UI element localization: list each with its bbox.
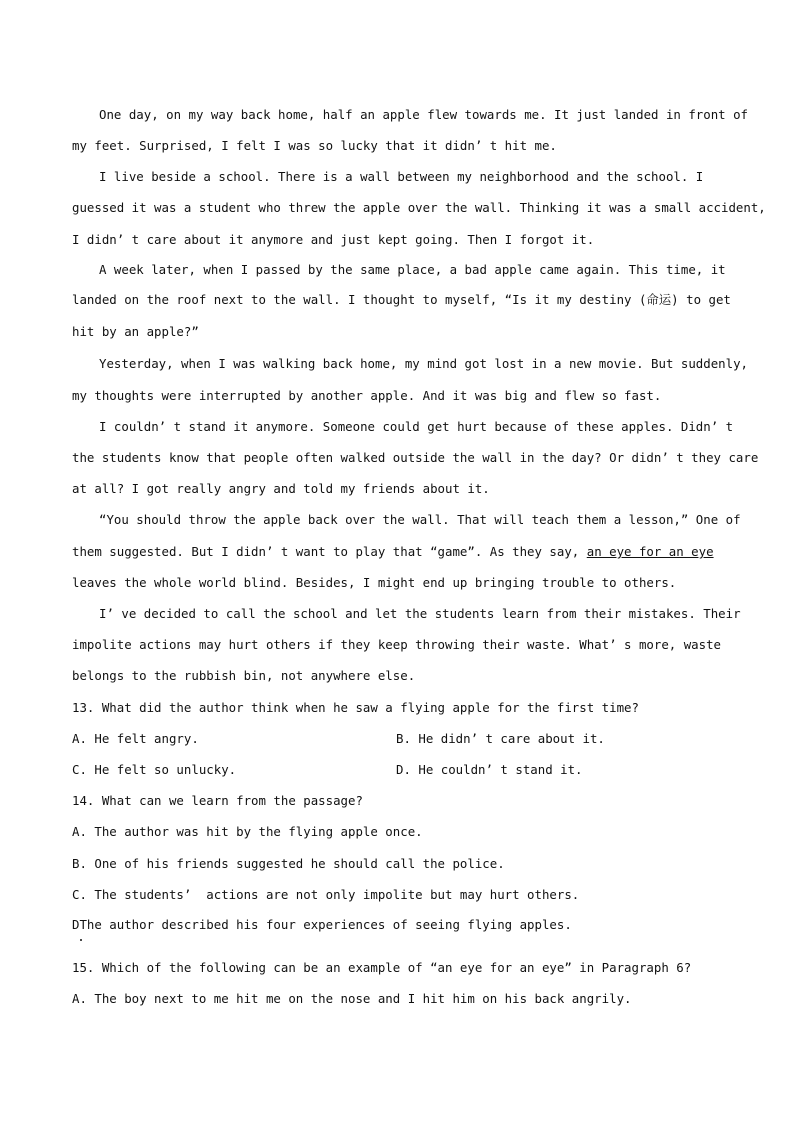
passage-p6-line2-text: them suggested. But I didn’ t want to play that “game”. As they say,	[72, 544, 587, 559]
question-14-option-a: A. The author was hit by the flying apple once.	[72, 824, 423, 839]
question-14-stem: 14. What can we learn from the passage?	[72, 793, 363, 808]
question-15-stem: 15. Which of the following can be an example of “an eye for an eye” in Paragraph 6?	[72, 960, 692, 975]
question-13-option-c: C. He felt so unlucky.	[72, 762, 237, 777]
question-15-option-a: A. The boy next to me hit me on the nose and I hit him on his back angrily.	[72, 991, 632, 1006]
passage-p1-line1: One day, on my way back home, half an apple flew towards me. It just landed in front of	[99, 107, 749, 122]
passage-p4-line1: Yesterday, when I was walking back home, my mind got lost in a new movie. But suddenly,	[99, 356, 749, 371]
passage-p7-line3: belongs to the rubbish bin, not anywhere else.	[72, 668, 416, 683]
passage-p3-line3: hit by an apple?”	[72, 324, 199, 339]
question-14-option-c: C. The students’ actions are not only impolite but may hurt others.	[72, 887, 580, 902]
passage-p4-line2: my thoughts were interrupted by another apple. And it was big and flew so fast.	[72, 388, 662, 403]
question-14-option-b: B. One of his friends suggested he should call the police.	[72, 856, 505, 871]
question-13-option-b: B. He didn’ t care about it.	[396, 731, 605, 746]
passage-p6-line1: “You should throw the apple back over the wall. That will teach them a lesson,” One of	[99, 512, 741, 527]
question-13-stem: 13. What did the author think when he saw a flying apple for the first time?	[72, 700, 639, 715]
passage-p3-line2: landed on the roof next to the wall. I thought to myself, “Is it my destiny (命运) to get	[72, 292, 731, 307]
question-13-option-d: D. He couldn’ t stand it.	[396, 762, 583, 777]
passage-p7-line1: I’ ve decided to call the school and let the students learn from their mistakes. Their	[99, 606, 741, 621]
passage-p2-line1: I live beside a school. There is a wall between my neighborhood and the school. I	[99, 169, 704, 184]
stray-dot-mark	[80, 939, 82, 941]
passage-p6-line3: leaves the whole world blind. Besides, I might end up bringing trouble to others.	[72, 575, 677, 590]
passage-p3-line1: A week later, when I passed by the same place, a bad apple came again. This time, it	[99, 262, 726, 277]
passage-p2-line2: guessed it was a student who threw the apple over the wall. Thinking it was a small accident,	[72, 200, 766, 215]
passage-p6-line2	[72, 544, 714, 560]
underlined-phrase: an eye for an eye	[586, 544, 714, 559]
passage-p1-line2: my feet. Surprised, I felt I was so lucky that it didn’ t hit me.	[72, 138, 557, 153]
question-14-option-d: DThe author described his four experiences of seeing flying apples.	[72, 917, 572, 932]
passage-p5-line3: at all? I got really angry and told my friends about it.	[72, 481, 490, 496]
passage-p2-line3: I didn’ t care about it anymore and just kept going. Then I forgot it.	[72, 232, 595, 247]
question-13-option-a: A. He felt angry.	[72, 731, 199, 746]
passage-p7-line2: impolite actions may hurt others if they keep throwing their waste. What’ s more, waste	[72, 637, 722, 652]
passage-p5-line1: I couldn’ t stand it anymore. Someone could get hurt because of these apples. Didn’ t	[99, 419, 734, 434]
passage-p5-line2: the students know that people often walked outside the wall in the day? Or didn’ t they care	[72, 450, 759, 465]
